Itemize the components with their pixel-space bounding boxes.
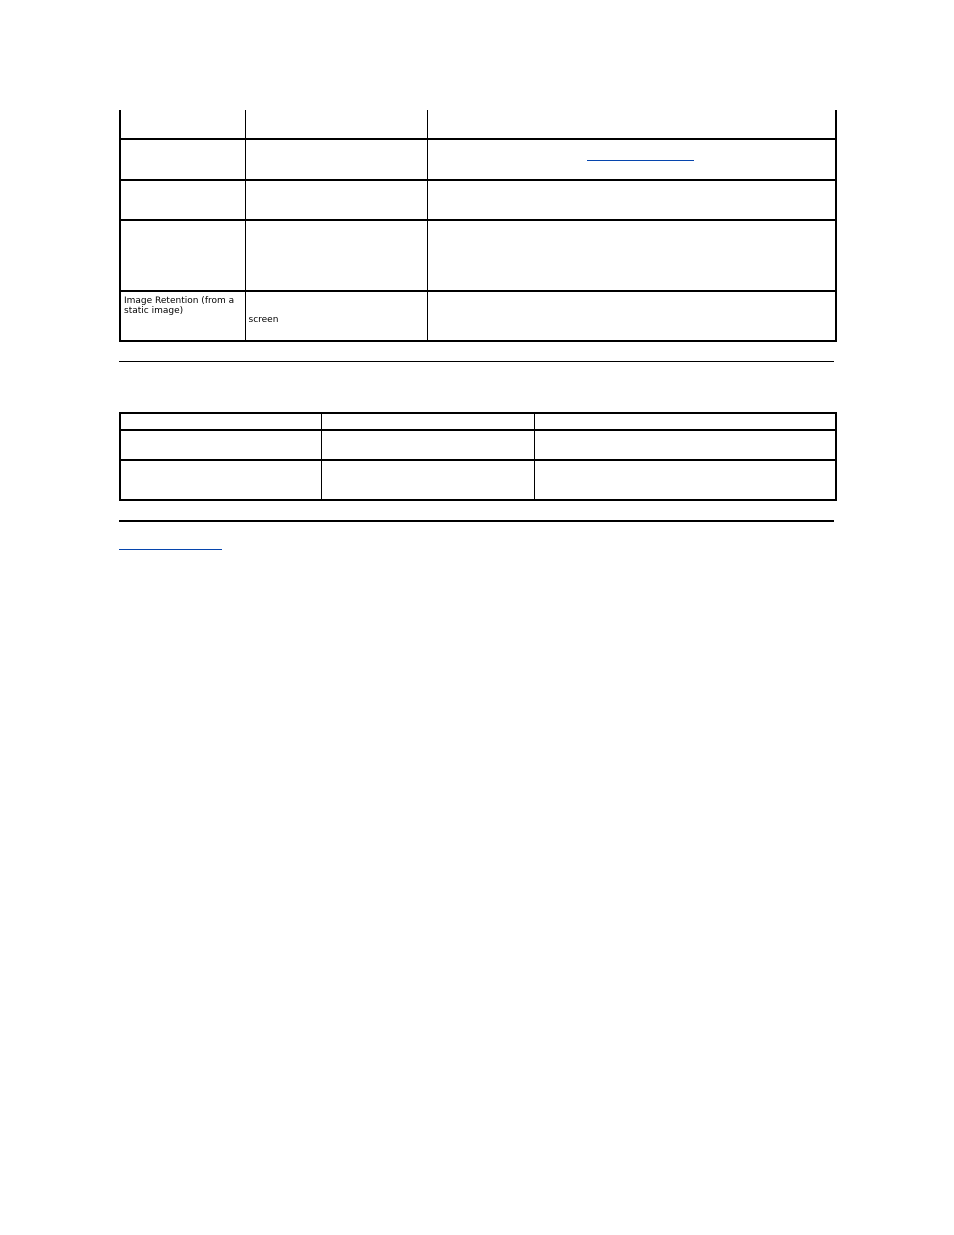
table-cell (120, 460, 321, 500)
table-header-row (120, 413, 836, 430)
table-cell (534, 430, 836, 460)
table-row (120, 460, 836, 500)
table-cell (120, 180, 245, 220)
table-row (120, 110, 836, 139)
table-cell (321, 460, 534, 500)
table-cell (120, 139, 245, 180)
product-specific-problems-table (119, 412, 837, 501)
table-cell (427, 291, 836, 341)
table-header-cell (120, 413, 321, 430)
table-row (120, 220, 836, 291)
table-cell (120, 220, 245, 291)
table-header-cell (321, 413, 534, 430)
table-cell (321, 430, 534, 460)
section-divider (119, 520, 834, 522)
table-cell (245, 139, 427, 180)
table-cell (245, 180, 427, 220)
table-row (120, 180, 836, 220)
table-cell (427, 220, 836, 291)
table-cell (534, 460, 836, 500)
table-row (120, 139, 836, 180)
symptom-text: screen (248, 315, 279, 325)
symptom-cell (245, 291, 427, 341)
table-cell (120, 110, 245, 139)
table-cell (245, 110, 427, 139)
table-header-cell (534, 413, 836, 430)
problem-cell: Image Retention (from a static image) (120, 291, 245, 341)
table-cell (245, 220, 427, 291)
back-to-contents-link[interactable] (119, 548, 222, 550)
table-cell (427, 110, 836, 139)
troubleshooting-table-continued (119, 110, 837, 342)
table-cell (427, 180, 836, 220)
table-row (120, 291, 836, 341)
inline-link[interactable] (587, 159, 694, 161)
table-cell (427, 139, 836, 180)
table-cell (120, 430, 321, 460)
section-divider (119, 361, 834, 362)
table-row (120, 430, 836, 460)
